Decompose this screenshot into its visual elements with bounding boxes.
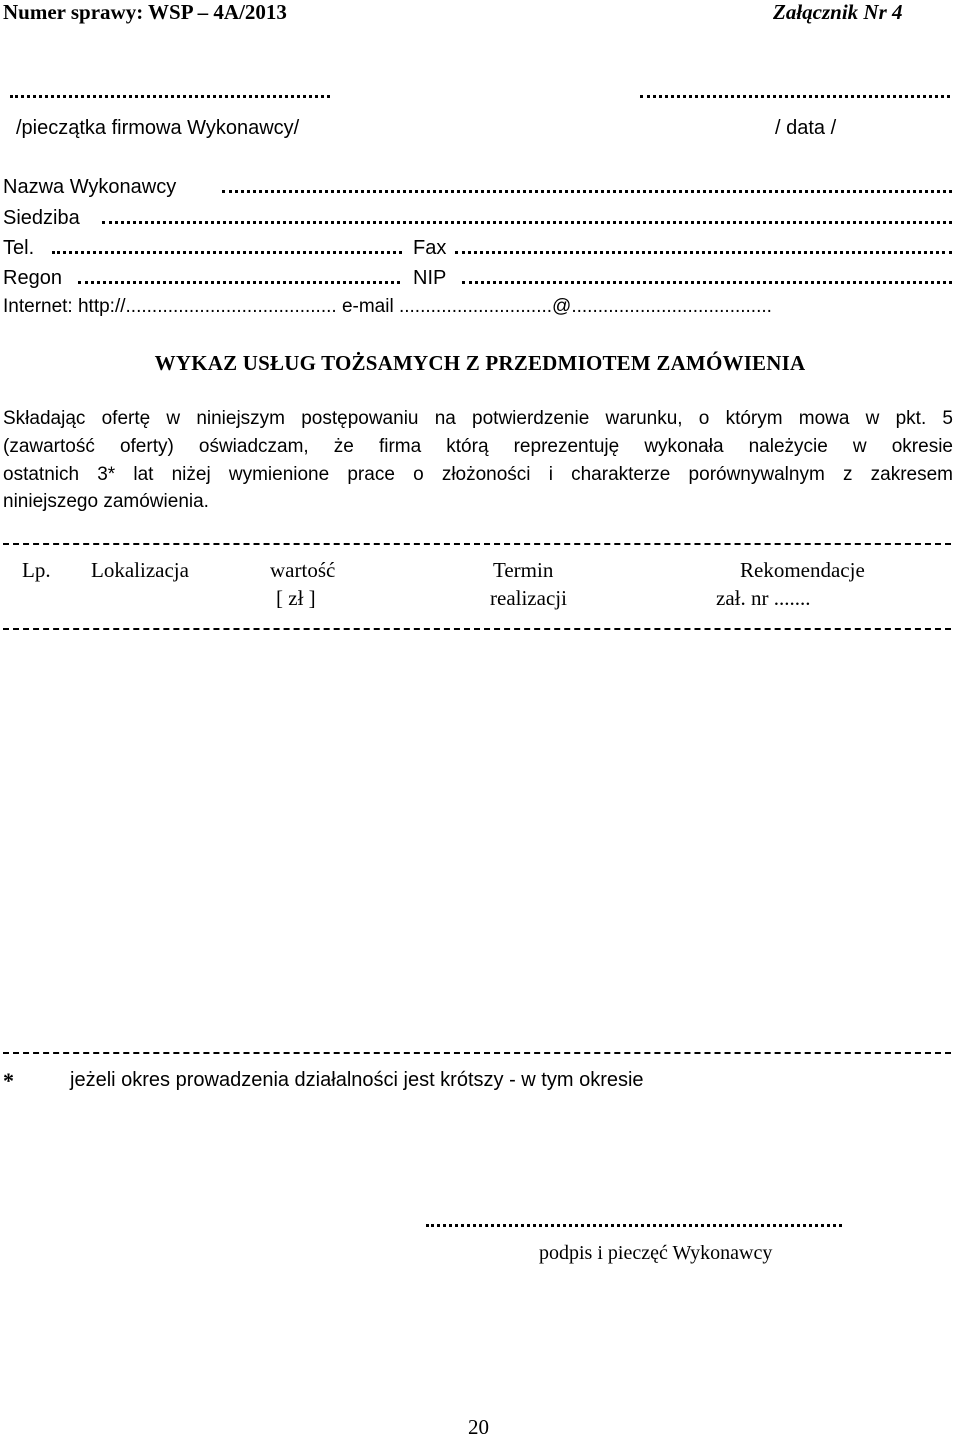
table-bottom-rule <box>3 1052 951 1054</box>
contractor-internet-line: Internet: http://........................................ e-mail .............................@...................................... <box>3 296 772 317</box>
contractor-tel-label: Tel. <box>3 237 35 259</box>
intro-line-3: ostatnich 3* lat niżej wymienione prace o złożoności i charakterze porównywalnym z zakresem <box>3 464 953 485</box>
case-number: Numer sprawy: WSP – 4A/2013 <box>3 0 287 24</box>
attachment-label: Załącznik Nr 4 <box>773 0 903 24</box>
contractor-regon-field <box>78 281 400 284</box>
signature-label: podpis i pieczęć Wykonawcy <box>539 1242 773 1264</box>
column-recommendations: Rekomendacje <box>740 558 865 582</box>
date-dotted-line <box>640 95 950 98</box>
column-lp: Lp. <box>22 558 51 582</box>
column-value-unit: [ zł ] <box>276 586 316 610</box>
contractor-tel-field <box>52 251 402 254</box>
date-label: / data / <box>775 117 837 139</box>
contractor-seat-label: Siedziba <box>3 207 80 229</box>
footnote-text: jeżeli okres prowadzenia działalności jest krótszy - w tym okresie <box>70 1069 644 1091</box>
column-attachment-no: zał. nr ....... <box>716 586 811 610</box>
column-term: Termin <box>493 558 554 582</box>
document-title: WYKAZ USŁUG TOŻSAMYCH Z PRZEDMIOTEM ZAMÓWIENIA <box>154 351 806 375</box>
intro-line-4: niniejszego zamówienia. <box>3 491 209 512</box>
stamp-dotted-line <box>10 95 330 98</box>
stamp-label: /pieczątka firmowa Wykonawcy/ <box>16 117 300 139</box>
contractor-regon-label: Regon <box>3 267 62 289</box>
intro-line-2: (zawartość oferty) oświadczam, że firma którą reprezentuję wykonała należycie w okresie <box>3 436 953 457</box>
contractor-nip-field <box>462 281 952 284</box>
contractor-fax-label: Fax <box>413 237 447 259</box>
column-term-2: realizacji <box>490 586 567 610</box>
contractor-fax-field <box>455 251 952 254</box>
footnote-star: * <box>3 1068 14 1093</box>
signature-dotted-line <box>426 1224 842 1227</box>
column-value: wartość <box>270 558 336 582</box>
column-location: Lokalizacja <box>91 558 189 582</box>
contractor-name-field <box>222 190 952 193</box>
contractor-seat-field <box>102 221 952 224</box>
page-number: 20 <box>468 1415 489 1439</box>
contractor-name-label: Nazwa Wykonawcy <box>3 176 177 198</box>
intro-line-1: Składając ofertę w niniejszym postępowaniu na potwierdzenie warunku, o którym mowa w pkt. 5 <box>3 408 953 429</box>
table-top-rule <box>3 543 951 545</box>
table-header-bottom-rule <box>3 628 951 630</box>
contractor-nip-label: NIP <box>413 267 447 289</box>
